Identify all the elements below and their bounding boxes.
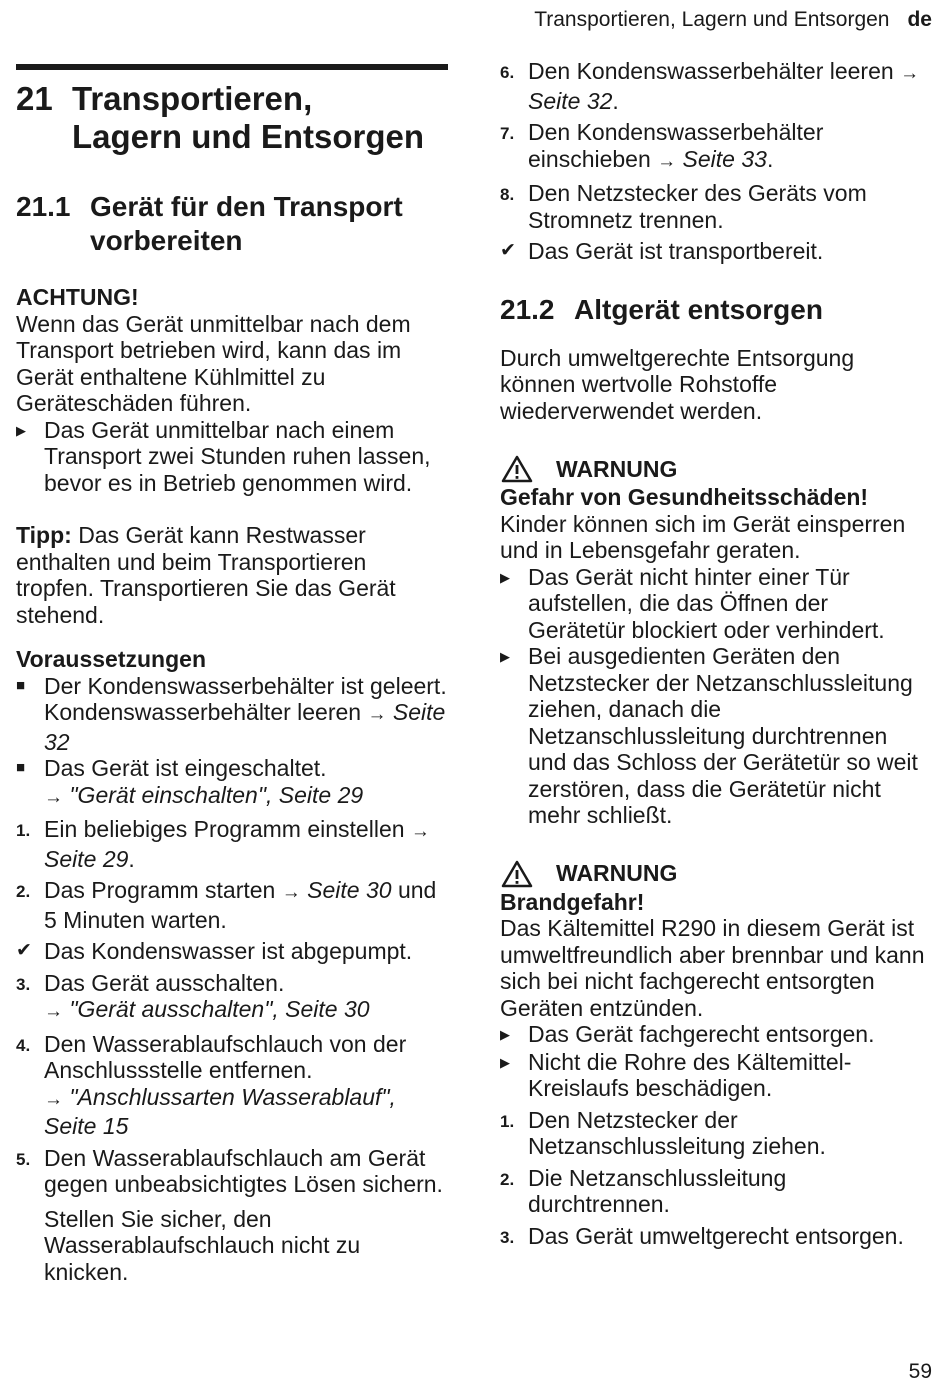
tip-paragraph (16, 522, 448, 628)
step-number: 3. (500, 1227, 515, 1247)
step-number: 2. (16, 882, 31, 901)
arrow-icon: → (44, 1088, 63, 1110)
triangle-bullet-icon: ▶ (500, 1054, 510, 1070)
triangle-bullet-icon: ▶ (500, 1027, 510, 1042)
step-number: 3. (16, 974, 31, 994)
step-note: Stellen Sie sicher, den Wasserablaufschlauch nicht zu knicken. (44, 1205, 361, 1285)
warning-action: ▶ Das Gerät nicht hinter einer Tür aufstellen, die das Öffnen der Gerätetür blockiert oder verhindert. (500, 563, 885, 643)
prerequisites-label: Voraussetzungen (16, 646, 206, 672)
tip-text: Das Gerät kann Restwasser enthalten und beim Transportieren tropfen. Transportieren Sie das Gerät stehend. (16, 522, 396, 628)
arrow-icon: → (281, 882, 301, 903)
step-1: 1. Ein beliebiges Programm einstellen → Seite 29. (16, 816, 430, 872)
step-number: 7. (500, 124, 515, 143)
chapter-title: Transportieren, Lagern und Entsorgen (72, 80, 425, 155)
step-number: 6. (500, 63, 515, 82)
step-5: 5. Den Wasserablaufschlauch am Gerät gegen unbeabsichtigtes Lösen sichern. Stellen Sie sicher, den Wasserablaufschlauch nicht zu knicken. (16, 1145, 448, 1286)
step-6: 6. Den Kondenswasserbehälter leeren → Seite 32. (500, 58, 920, 114)
square-bullet-icon: ■ (16, 759, 26, 776)
chapter-rule (16, 64, 448, 70)
step-number: 1. (500, 1111, 515, 1131)
warning-action: ▶ Nicht die Rohre des Kältemittel-Kreislaufs beschädigen. (500, 1048, 852, 1101)
section-intro: Durch umweltgerechte Entsorgung können wertvolle Rohstoffe wiederverwendet werden. (500, 344, 855, 424)
caution-action: ▶ Das Gerät unmittelbar nach einem Transport zwei Stunden ruhen lassen, bevor es in Betrieb genommen wird. (16, 416, 431, 496)
warning-subtitle: Brandgefahr! (500, 888, 645, 915)
triangle-bullet-icon: ▶ (16, 422, 26, 438)
section-number: 21.2 (500, 293, 555, 325)
page-reference[interactable]: Seite 29 (44, 845, 129, 872)
step-4: 4. Den Wasserablaufschlauch von der Anschlussstelle entfernen. → "Anschlussarten Wasserablauf", Seite 15 (16, 1030, 407, 1139)
caution-label: ACHTUNG! (16, 284, 139, 310)
warning-label: WARNUNG (556, 455, 678, 482)
page-reference[interactable]: "Anschlussarten Wasserablauf", Seite 15 (44, 1083, 396, 1139)
arrow-icon: → (900, 63, 920, 84)
disposal-step-1: 1. Den Netzstecker der Netzanschlussleitung ziehen. (500, 1106, 826, 1159)
page-number: 59 (908, 1360, 932, 1383)
page-reference[interactable]: Seite 32 (528, 87, 613, 114)
section-heading-21-2 (500, 293, 930, 327)
warning-triangle-icon (500, 454, 534, 484)
warning-text: Kinder können sich im Gerät einsperren und in Lebensgefahr geraten. (500, 510, 906, 563)
warning-label: WARNUNG (556, 860, 678, 887)
warning-triangle-icon (500, 859, 534, 889)
step-3: 3. Das Gerät ausschalten. → "Gerät ausschalten", Seite 30 (16, 970, 448, 1026)
step-2: 2. Das Programm starten → Seite 30 und 5 Minuten warten. (16, 877, 437, 933)
right-column (500, 58, 930, 1251)
section-title: Gerät für den Transport vorbereiten (90, 191, 403, 256)
arrow-icon: → (410, 821, 430, 842)
page-header (534, 8, 932, 32)
section-title: Altgerät entsorgen (574, 293, 823, 325)
triangle-bullet-icon: ▶ (500, 649, 510, 664)
chapter-heading (16, 80, 448, 156)
step-8: 8. Den Netzstecker des Geräts vom Stromnetz trennen. (500, 180, 867, 233)
page-reference[interactable]: Seite 30 (307, 877, 392, 903)
prerequisite-item: ■ Der Kondenswasserbehälter ist geleert. Kondenswasserbehälter leeren → Seite 32 (16, 672, 447, 755)
arrow-icon: → (44, 1001, 63, 1022)
step-number: 2. (500, 1169, 515, 1189)
arrow-icon: → (367, 704, 387, 725)
step-number: 4. (16, 1035, 31, 1055)
left-column (16, 58, 448, 1285)
caution-text: Wenn das Gerät unmittelbar nach dem Transport betrieben wird, kann das im Gerät enthaltene Kühlmittel zu Geräteschäden führen. (16, 310, 411, 416)
page-reference[interactable]: Seite 32 (44, 699, 446, 755)
warning-subtitle: Gefahr von Gesundheitsschäden! (500, 484, 869, 510)
page-reference[interactable]: "Gerät einschalten", Seite 29 (69, 781, 364, 808)
warning-heading (500, 454, 930, 484)
step-number: 8. (500, 185, 515, 204)
language-code: de (907, 8, 932, 31)
result-item: ✔ Das Kondenswasser ist abgepumpt. (16, 938, 413, 964)
square-bullet-icon: ■ (16, 676, 26, 694)
warning-action: ▶ Bei ausgedienten Geräten den Netzstecker der Netzanschlussleitung ziehen, danach die Netzanschlussleitung durchtrennen und das Schloss der Gerätetür so weit zerstören, dass die Gerätetür nicht mehr schließt. (500, 643, 918, 828)
warning-action: ▶ Das Gerät fachgerecht entsorgen. (500, 1021, 875, 1047)
disposal-step-2: 2. Die Netzanschlussleitung durchtrennen. (500, 1164, 787, 1217)
disposal-step-3: 3. Das Gerät umweltgerecht entsorgen. (500, 1223, 930, 1252)
step-number: 5. (16, 1149, 31, 1169)
result-item: ✔ Das Gerät ist transportbereit. (500, 238, 824, 264)
arrow-icon: → (657, 150, 677, 172)
check-icon: ✔ (16, 940, 32, 961)
section-heading-21-1 (16, 190, 448, 258)
triangle-bullet-icon: ▶ (500, 569, 510, 585)
tip-label: Tipp: (16, 522, 72, 548)
warning-text: Das Kältemittel R290 in diesem Gerät ist umweltfreundlich aber brennbar und kann sich bei nicht fachgerecht entsorgten Geräten entzünden. (500, 915, 925, 1021)
arrow-icon: → (44, 786, 63, 808)
page-reference[interactable]: Seite 33 (682, 145, 767, 172)
check-icon: ✔ (500, 240, 516, 261)
prerequisite-item: ■ Das Gerät ist eingeschaltet. → "Gerät einschalten", Seite 29 (16, 755, 448, 811)
step-7: 7. Den Kondenswasserbehälter einschieben → Seite 33. (500, 119, 930, 175)
section-number: 21.1 (16, 191, 71, 222)
warning-heading (500, 859, 930, 889)
header-title: Transportieren, Lagern und Entsorgen (534, 8, 890, 31)
page-reference[interactable]: "Gerät ausschalten", Seite 30 (69, 996, 370, 1022)
step-number: 1. (16, 821, 31, 840)
chapter-number: 21 (16, 80, 53, 117)
